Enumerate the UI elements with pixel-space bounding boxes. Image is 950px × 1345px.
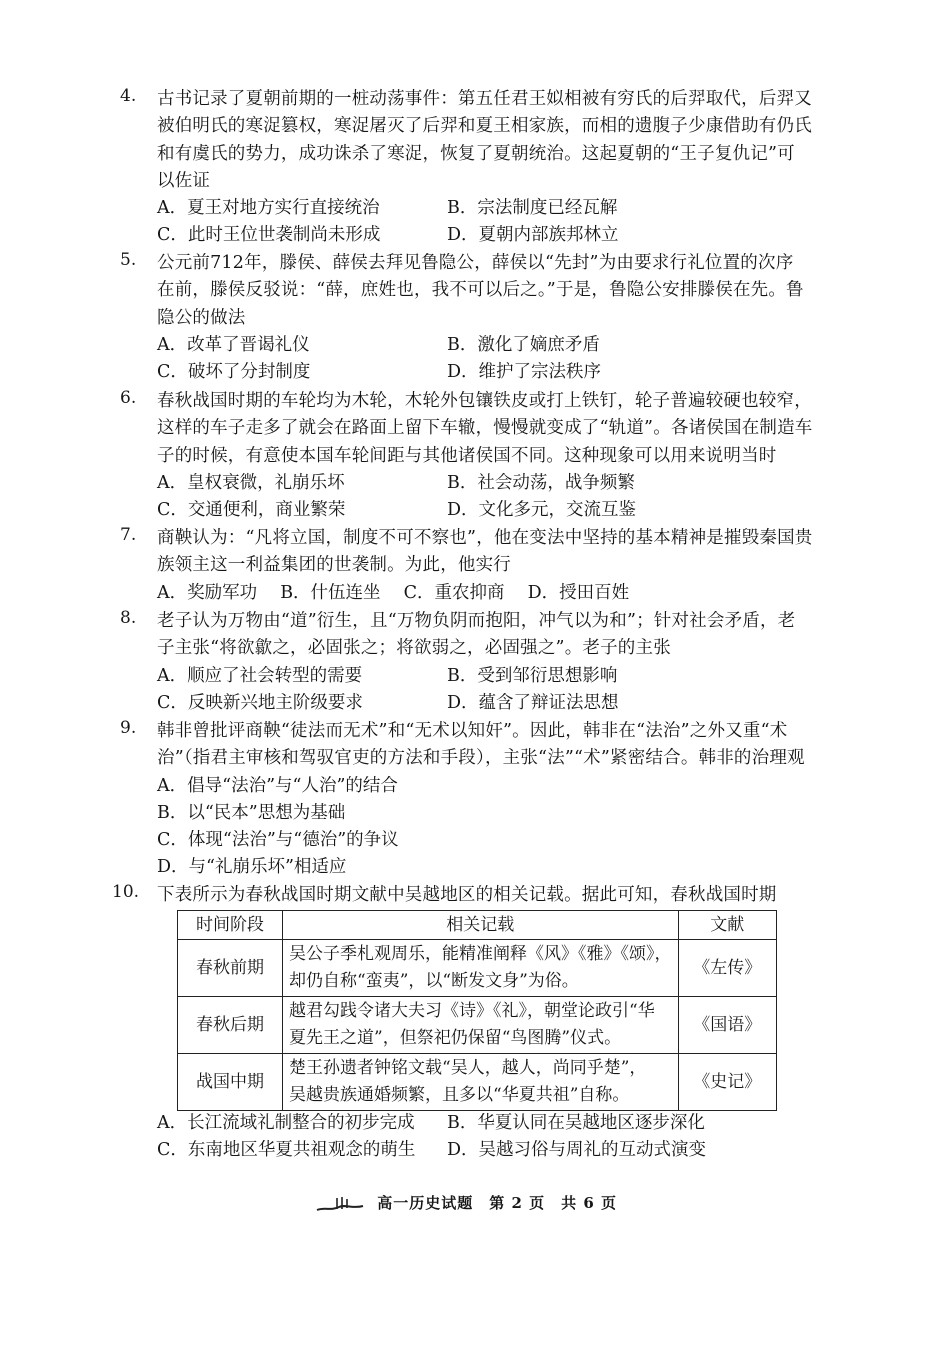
option-a: A．长江流域礼制整合的初步完成 — [157, 1113, 415, 1133]
question-number: 7. — [120, 525, 137, 545]
option-b: B．宗法制度已经瓦解 — [447, 198, 618, 219]
table-row — [178, 1054, 777, 1111]
question-text-line: 这样的车子走多了就会在路面上留下车辙，慢慢就变成了“轨道”。各诸侯国在制造车 — [157, 418, 813, 439]
record-cell — [283, 1054, 679, 1111]
question-number: 5. — [120, 250, 137, 270]
table-header: 相关记载 — [283, 911, 679, 940]
option-row — [122, 800, 842, 827]
question-text-line: 古书记录了夏朝前期的一桩动荡事件：第五任君王姒相被有穷氏的后羿取代，后羿又 — [157, 89, 812, 109]
source-cell: 《史记》 — [678, 1054, 777, 1111]
option-c: C．交通便利，商业繁荣 — [157, 500, 346, 521]
table-header: 时间阶段 — [178, 911, 283, 940]
option-d: D．维护了宗法秩序 — [447, 362, 602, 383]
question-text-line: 老子认为万物由“道”衍生，且“万物负阴而抱阳，冲气以为和”；针对社会矛盾，老 — [157, 611, 796, 631]
question-10 — [112, 882, 842, 909]
table-row — [178, 940, 777, 997]
option-row — [122, 359, 842, 386]
option-row — [122, 1137, 842, 1164]
option-row — [122, 690, 842, 717]
option-row — [122, 332, 842, 359]
record-line: 越君勾践令诸大夫习《诗》《礼》，朝堂论政引“华 — [289, 1001, 655, 1021]
options-inline: A．奖励军功 B．什伍连坐 C．重农抑商 D．授田百姓 — [157, 582, 630, 603]
source-cell: 《国语》 — [678, 997, 777, 1054]
source-cell: 《左传》 — [678, 940, 777, 997]
option-a: A．倡导“法治”与“人治”的结合 — [157, 775, 398, 796]
literature-table — [177, 910, 777, 1111]
record-cell — [283, 997, 679, 1054]
option-row — [122, 470, 842, 497]
option-b: B．社会动荡，战争频繁 — [447, 472, 635, 493]
record-line: 楚王孙遗者钟铭文载“吴人，越人，尚同乎楚”， — [289, 1058, 647, 1078]
option-b: B．激化了嫡庶矛盾 — [447, 334, 600, 355]
option-b: B．华夏认同在吴越地区逐步深化 — [447, 1113, 705, 1133]
record-line: 吴越贵族通婚频繁，且多以“华夏共祖”自称。 — [289, 1085, 630, 1105]
question-text-line: 下表所示为春秋战国时期文献中吴越地区的相关记载。据此可知，春秋战国时期 — [157, 885, 777, 905]
option-d: D．蕴含了辩证法思想 — [447, 692, 619, 713]
question-text-line: 春秋战国时期的车轮均为木轮，木轮外包镶铁皮或打上铁钉，轮子普遍较硬也较窄， — [157, 391, 812, 411]
question-5 — [122, 250, 842, 386]
question-text-line: 子主张“将欲歙之，必固张之；将欲弱之，必固强之”。老子的主张 — [157, 638, 671, 659]
question-7 — [122, 525, 842, 607]
option-row — [122, 773, 842, 800]
option-d: D．吴越习俗与周礼的互动式演变 — [447, 1140, 707, 1161]
option-d: D．与“礼崩乐坏”相适应 — [157, 857, 347, 878]
record-line: 夏先王之道”，但祭祀仍保留“鸟图腾”仪式。 — [289, 1028, 622, 1048]
table-row — [178, 997, 777, 1054]
option-c: C．反映新兴地主阶级要求 — [157, 692, 363, 713]
option-a: A．夏王对地方实行直接统治 — [157, 198, 380, 219]
question-9 — [122, 718, 842, 882]
option-row — [122, 580, 842, 607]
option-c: C．破坏了分封制度 — [157, 362, 311, 383]
question-text-line: 公元前712年，滕侯、薛侯去拜见鲁隐公，薛侯以“先封”为由要求行礼位置的次序 — [157, 253, 794, 273]
option-row — [122, 827, 842, 854]
question-number: 4. — [120, 86, 137, 106]
question-number: 9. — [120, 718, 137, 738]
scribble-mark-icon — [315, 1195, 365, 1213]
option-row — [122, 222, 842, 249]
option-d: D．夏朝内部族邦林立 — [447, 225, 619, 246]
question-text-line: 族领主这一利益集团的世袭制。为此，他实行 — [157, 555, 511, 576]
question-number: 8. — [120, 608, 137, 628]
option-row — [122, 854, 842, 881]
option-row — [122, 195, 842, 222]
question-text-line: 商鞅认为：“凡将立国，制度不可不察也”，他在变法中坚持的基本精神是摧毁秦国贵 — [157, 528, 813, 548]
option-row — [122, 663, 842, 690]
question-text-line: 被伯明氏的寒浞篡权，寒浞屠灭了后羿和夏王相家族，而相的遗腹子少康借助有仍氏 — [157, 116, 812, 137]
question-number: 6. — [120, 388, 137, 408]
option-c: C．东南地区华夏共祖观念的萌生 — [157, 1140, 416, 1161]
question-text-line: 以佐证 — [157, 170, 211, 191]
period-cell: 春秋后期 — [178, 997, 283, 1054]
option-b: B．以“民本”思想为基础 — [157, 802, 346, 823]
question-text-line: 隐公的做法 — [157, 307, 246, 328]
question-text-line: 韩非曾批评商鞅“徒法而无术”和“无术以知奸”。因此，韩非在“法治”之外又重“术 — [157, 721, 788, 741]
record-line: 吴公子季札观周乐，能精准阐释《风》《雅》《颂》， — [289, 944, 672, 964]
question-text-line: 在前，滕侯反驳说：“薛，庶姓也，我不可以后之。”于是，鲁隐公安排滕侯在先。鲁 — [157, 280, 804, 301]
question-text-line: 和有虞氏的势力，成功诛杀了寒浞，恢复了夏朝统治。这起夏朝的“王子复仇记”可 — [157, 143, 795, 164]
question-6 — [122, 388, 842, 524]
option-d: D．文化多元，交流互鉴 — [447, 500, 637, 521]
option-row — [122, 497, 842, 524]
period-cell: 春秋前期 — [178, 940, 283, 997]
option-row — [122, 1110, 842, 1137]
footer-text: 高一历史试题 第 2 页 共 6 页 — [377, 1194, 617, 1212]
option-c: C．此时王位世袭制尚未形成 — [157, 225, 381, 246]
option-b: B．受到邹衍思想影响 — [447, 665, 618, 686]
question-10-options — [122, 1110, 842, 1165]
option-c: C．体现“法治”与“德治”的争议 — [157, 830, 399, 851]
table-header: 文献 — [678, 911, 777, 940]
question-4 — [122, 86, 842, 250]
question-number: 10. — [112, 882, 140, 902]
option-a: A．顺应了社会转型的需要 — [157, 665, 363, 686]
question-text-line: 治”（指君主审核和驾驭官吏的方法和手段），主张“法”“术”紧密结合。韩非的治理观 — [157, 748, 805, 769]
question-text-line: 子的时候，有意使本国车轮间距与其他诸侯国不同。这种现象可以用来说明当时 — [157, 445, 777, 466]
record-cell — [283, 940, 679, 997]
option-a: A．改革了晋谒礼仪 — [157, 334, 310, 355]
table-header-row — [178, 911, 777, 940]
page-footer — [315, 1192, 617, 1213]
option-a: A．皇权衰微，礼崩乐坏 — [157, 472, 345, 493]
period-cell: 战国中期 — [178, 1054, 283, 1111]
question-8 — [122, 608, 842, 717]
record-line: 却仍自称“蛮夷”，以“断发文身”为俗。 — [289, 971, 579, 991]
